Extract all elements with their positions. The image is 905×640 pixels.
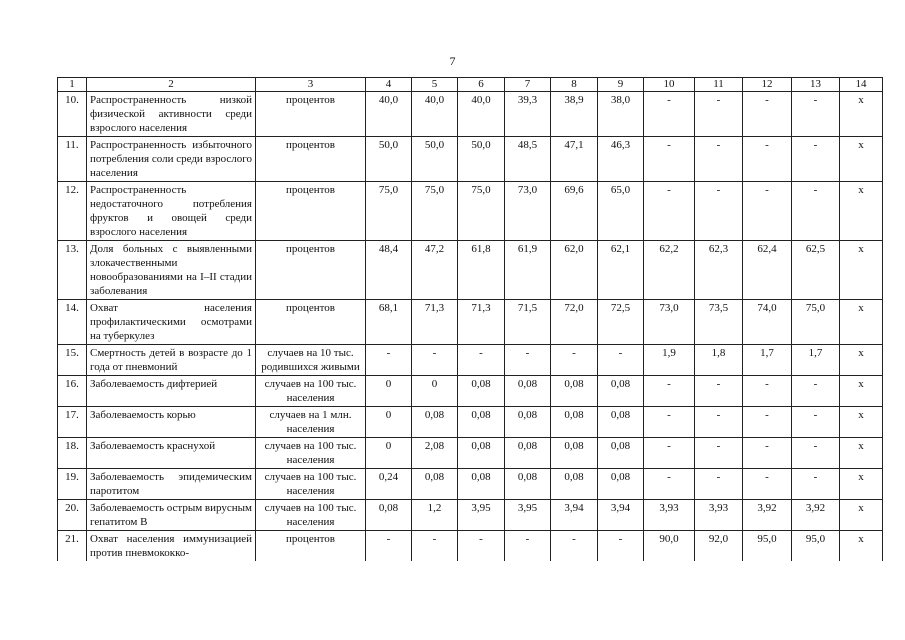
value-cell: 0,08 xyxy=(412,469,458,500)
value-cell: 1,8 xyxy=(695,345,743,376)
row-number-cell: 16. xyxy=(58,376,87,407)
unit-cell: процентов xyxy=(256,182,366,241)
value-cell: 73,0 xyxy=(644,300,695,345)
value-cell: - xyxy=(366,531,412,562)
value-cell: x xyxy=(840,407,883,438)
value-cell: 75,0 xyxy=(412,182,458,241)
value-cell: - xyxy=(366,345,412,376)
value-cell: 0,08 xyxy=(458,407,505,438)
value-cell: 0,08 xyxy=(598,407,644,438)
value-cell: x xyxy=(840,92,883,137)
unit-cell: процентов xyxy=(256,300,366,345)
value-cell: - xyxy=(743,469,792,500)
value-cell: 0,08 xyxy=(412,407,458,438)
indicator-name-cell: Заболеваемость острым вирусным гепатитом В xyxy=(87,500,256,531)
table-row xyxy=(58,345,883,376)
value-cell: - xyxy=(412,345,458,376)
table-row xyxy=(58,407,883,438)
value-cell: 0,24 xyxy=(366,469,412,500)
indicator-name-cell: Распространенность недостаточного потребления фруктов и овощей среди взрослого населения xyxy=(87,182,256,241)
table-row xyxy=(58,92,883,137)
value-cell: x xyxy=(840,241,883,300)
indicators-table xyxy=(57,77,883,561)
value-cell: 68,1 xyxy=(366,300,412,345)
unit-cell: процентов xyxy=(256,241,366,300)
value-cell: - xyxy=(551,531,598,562)
value-cell: 95,0 xyxy=(743,531,792,562)
value-cell: 0,08 xyxy=(551,438,598,469)
column-header: 13 xyxy=(792,78,840,92)
value-cell: - xyxy=(598,531,644,562)
value-cell: x xyxy=(840,137,883,182)
value-cell: 1,9 xyxy=(644,345,695,376)
value-cell: - xyxy=(792,137,840,182)
value-cell: 75,0 xyxy=(792,300,840,345)
value-cell: 50,0 xyxy=(412,137,458,182)
value-cell: 46,3 xyxy=(598,137,644,182)
value-cell: 0 xyxy=(366,376,412,407)
row-number-cell: 21. xyxy=(58,531,87,562)
column-header: 2 xyxy=(87,78,256,92)
indicator-name-cell: Заболеваемость дифтерией xyxy=(87,376,256,407)
value-cell: 0,08 xyxy=(598,376,644,407)
value-cell: 62,3 xyxy=(695,241,743,300)
value-cell: - xyxy=(792,92,840,137)
value-cell: - xyxy=(695,407,743,438)
value-cell: - xyxy=(743,92,792,137)
value-cell: 0,08 xyxy=(505,376,551,407)
value-cell: 48,5 xyxy=(505,137,551,182)
value-cell: 0,08 xyxy=(598,469,644,500)
value-cell: 69,6 xyxy=(551,182,598,241)
value-cell: - xyxy=(644,376,695,407)
value-cell: 0,08 xyxy=(505,469,551,500)
value-cell: x xyxy=(840,376,883,407)
value-cell: 50,0 xyxy=(366,137,412,182)
value-cell: 0,08 xyxy=(505,407,551,438)
value-cell: - xyxy=(792,376,840,407)
value-cell: 40,0 xyxy=(458,92,505,137)
indicator-name-cell: Заболеваемость краснухой xyxy=(87,438,256,469)
column-header: 9 xyxy=(598,78,644,92)
value-cell: 0 xyxy=(412,376,458,407)
value-cell: 0,08 xyxy=(366,500,412,531)
unit-cell: процентов xyxy=(256,531,366,562)
value-cell: x xyxy=(840,345,883,376)
value-cell: 90,0 xyxy=(644,531,695,562)
row-number-cell: 14. xyxy=(58,300,87,345)
value-cell: - xyxy=(598,345,644,376)
value-cell: - xyxy=(792,469,840,500)
column-number-header xyxy=(58,78,883,92)
value-cell: - xyxy=(695,137,743,182)
value-cell: 0,08 xyxy=(551,376,598,407)
value-cell: 92,0 xyxy=(695,531,743,562)
column-header: 12 xyxy=(743,78,792,92)
value-cell: x xyxy=(840,182,883,241)
column-header: 14 xyxy=(840,78,883,92)
value-cell: 72,5 xyxy=(598,300,644,345)
value-cell: - xyxy=(792,438,840,469)
row-number-cell: 11. xyxy=(58,137,87,182)
value-cell: 0 xyxy=(366,438,412,469)
table-body xyxy=(58,92,883,562)
value-cell: - xyxy=(644,92,695,137)
value-cell: - xyxy=(695,92,743,137)
value-cell: 38,0 xyxy=(598,92,644,137)
value-cell: x xyxy=(840,438,883,469)
value-cell: 95,0 xyxy=(792,531,840,562)
value-cell: 62,5 xyxy=(792,241,840,300)
value-cell: 0,08 xyxy=(458,469,505,500)
value-cell: 0,08 xyxy=(551,469,598,500)
table-row xyxy=(58,182,883,241)
value-cell: - xyxy=(743,137,792,182)
column-header: 10 xyxy=(644,78,695,92)
value-cell: x xyxy=(840,469,883,500)
value-cell: x xyxy=(840,500,883,531)
value-cell: 0,08 xyxy=(551,407,598,438)
row-number-cell: 13. xyxy=(58,241,87,300)
value-cell: - xyxy=(412,531,458,562)
value-cell: 3,92 xyxy=(743,500,792,531)
column-header: 5 xyxy=(412,78,458,92)
value-cell: - xyxy=(644,182,695,241)
value-cell: 38,9 xyxy=(551,92,598,137)
value-cell: 3,92 xyxy=(792,500,840,531)
indicator-name-cell: Доля больных с выявленными злокачественными новообразованиями на I–II стадии заболевания xyxy=(87,241,256,300)
row-number-cell: 20. xyxy=(58,500,87,531)
table-row xyxy=(58,300,883,345)
value-cell: 3,95 xyxy=(458,500,505,531)
value-cell: - xyxy=(551,345,598,376)
row-number-cell: 18. xyxy=(58,438,87,469)
table-row xyxy=(58,500,883,531)
unit-cell: случаев на 10 тыс. родившихся живыми xyxy=(256,345,366,376)
value-cell: 48,4 xyxy=(366,241,412,300)
value-cell: - xyxy=(695,376,743,407)
value-cell: - xyxy=(695,182,743,241)
table-row xyxy=(58,137,883,182)
unit-cell: случаев на 100 тыс. населения xyxy=(256,500,366,531)
value-cell: 3,94 xyxy=(598,500,644,531)
value-cell: 1,2 xyxy=(412,500,458,531)
value-cell: 0,08 xyxy=(458,376,505,407)
value-cell: 62,0 xyxy=(551,241,598,300)
value-cell: 3,95 xyxy=(505,500,551,531)
value-cell: 71,3 xyxy=(412,300,458,345)
value-cell: 62,1 xyxy=(598,241,644,300)
value-cell: - xyxy=(743,438,792,469)
value-cell: 61,9 xyxy=(505,241,551,300)
value-cell: 65,0 xyxy=(598,182,644,241)
value-cell: 3,94 xyxy=(551,500,598,531)
value-cell: 47,1 xyxy=(551,137,598,182)
table-row xyxy=(58,376,883,407)
value-cell: - xyxy=(644,469,695,500)
column-header: 4 xyxy=(366,78,412,92)
table-row xyxy=(58,469,883,500)
value-cell: 1,7 xyxy=(792,345,840,376)
row-number-cell: 12. xyxy=(58,182,87,241)
page-number: 7 xyxy=(449,54,456,68)
value-cell: - xyxy=(505,531,551,562)
value-cell: - xyxy=(505,345,551,376)
value-cell: - xyxy=(743,182,792,241)
value-cell: 71,3 xyxy=(458,300,505,345)
table-row xyxy=(58,241,883,300)
value-cell: 2,08 xyxy=(412,438,458,469)
value-cell: 73,5 xyxy=(695,300,743,345)
value-cell: - xyxy=(743,407,792,438)
value-cell: x xyxy=(840,531,883,562)
row-number-cell: 17. xyxy=(58,407,87,438)
value-cell: 1,7 xyxy=(743,345,792,376)
value-cell: 0,08 xyxy=(598,438,644,469)
column-header: 3 xyxy=(256,78,366,92)
value-cell: 62,4 xyxy=(743,241,792,300)
table-row xyxy=(58,531,883,562)
indicator-name-cell: Распространенность низкой физической активности среди взрослого населения xyxy=(87,92,256,137)
unit-cell: случаев на 100 тыс. населения xyxy=(256,438,366,469)
unit-cell: процентов xyxy=(256,92,366,137)
value-cell: - xyxy=(792,407,840,438)
unit-cell: случаев на 1 млн. населения xyxy=(256,407,366,438)
value-cell: 0,08 xyxy=(458,438,505,469)
row-number-cell: 19. xyxy=(58,469,87,500)
value-cell: 71,5 xyxy=(505,300,551,345)
value-cell: 62,2 xyxy=(644,241,695,300)
value-cell: 39,3 xyxy=(505,92,551,137)
unit-cell: случаев на 100 тыс. населения xyxy=(256,469,366,500)
value-cell: - xyxy=(695,438,743,469)
column-header: 7 xyxy=(505,78,551,92)
value-cell: 40,0 xyxy=(366,92,412,137)
table-row xyxy=(58,438,883,469)
unit-cell: случаев на 100 тыс. населения xyxy=(256,376,366,407)
value-cell: - xyxy=(644,438,695,469)
value-cell: 47,2 xyxy=(412,241,458,300)
value-cell: 72,0 xyxy=(551,300,598,345)
value-cell: - xyxy=(644,407,695,438)
value-cell: 50,0 xyxy=(458,137,505,182)
indicator-name-cell: Распространенность избыточного потребления соли среди взрослого населения xyxy=(87,137,256,182)
value-cell: 74,0 xyxy=(743,300,792,345)
row-number-cell: 15. xyxy=(58,345,87,376)
value-cell: x xyxy=(840,300,883,345)
column-header: 6 xyxy=(458,78,505,92)
unit-cell: процентов xyxy=(256,137,366,182)
value-cell: 75,0 xyxy=(458,182,505,241)
value-cell: 73,0 xyxy=(505,182,551,241)
value-cell: 40,0 xyxy=(412,92,458,137)
value-cell: - xyxy=(743,376,792,407)
value-cell: 3,93 xyxy=(644,500,695,531)
column-header: 11 xyxy=(695,78,743,92)
column-header: 1 xyxy=(58,78,87,92)
indicator-name-cell: Охват населения иммунизацией против пневмококко- xyxy=(87,531,256,562)
indicator-name-cell: Заболеваемость корью xyxy=(87,407,256,438)
value-cell: 75,0 xyxy=(366,182,412,241)
row-number-cell: 10. xyxy=(58,92,87,137)
indicator-name-cell: Заболеваемость эпидемическим паротитом xyxy=(87,469,256,500)
value-cell: - xyxy=(458,531,505,562)
value-cell: - xyxy=(695,469,743,500)
indicator-name-cell: Охват населения профилактическими осмотрами на туберкулез xyxy=(87,300,256,345)
column-header: 8 xyxy=(551,78,598,92)
indicator-name-cell: Смертность детей в возрасте до 1 года от пневмоний xyxy=(87,345,256,376)
value-cell: - xyxy=(458,345,505,376)
value-cell: 61,8 xyxy=(458,241,505,300)
value-cell: 0 xyxy=(366,407,412,438)
value-cell: 0,08 xyxy=(505,438,551,469)
value-cell: - xyxy=(644,137,695,182)
value-cell: 3,93 xyxy=(695,500,743,531)
value-cell: - xyxy=(792,182,840,241)
